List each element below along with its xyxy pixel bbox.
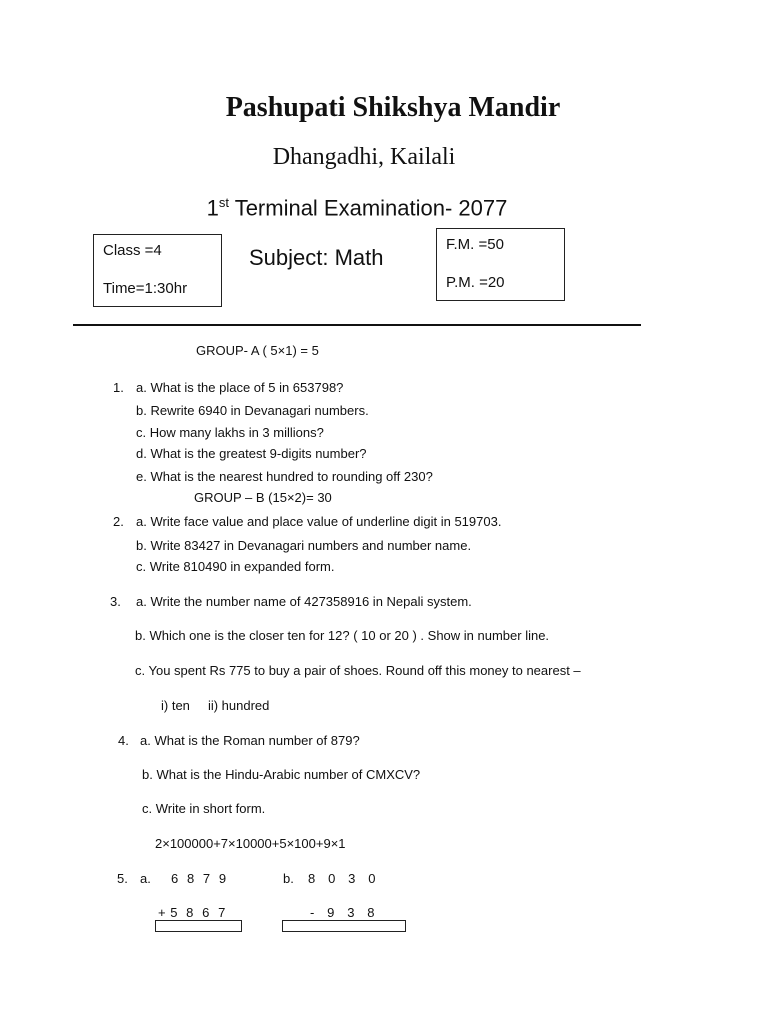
question-3c-options: i) ten ii) hundred: [161, 698, 270, 713]
question-5a-label: a.: [140, 871, 151, 886]
answer-box-5a: [155, 920, 242, 932]
exam-title-text: Terminal Examination- 2077: [234, 195, 508, 221]
question-1a: a. What is the place of 5 in 653798?: [136, 380, 344, 395]
group-a-title: GROUP- A ( 5×1) = 5: [196, 343, 319, 358]
group-b-title: GROUP – B (15×2)= 30: [194, 490, 332, 505]
question-4a: a. What is the Roman number of 879?: [140, 733, 360, 748]
exam-title: [0, 195, 714, 221]
question-1e: e. What is the nearest hundred to rounding off 230?: [136, 469, 433, 484]
school-location: Dhangadhi, Kailali: [272, 144, 456, 170]
school-name: Pashupati Shikshya Mandir: [225, 92, 561, 123]
question-number: 5.: [117, 871, 128, 886]
question-1b: b. Rewrite 6940 in Devanagari numbers.: [136, 403, 369, 418]
question-5b-top-number: 8 0 3 0: [308, 871, 376, 886]
question-5b-label: b.: [283, 871, 294, 886]
question-3b: b. Which one is the closer ten for 12? ( 10 or 20 ) . Show in number line.: [135, 628, 550, 643]
pass-marks: P.M. =20: [446, 274, 505, 291]
question-number: 2.: [113, 514, 124, 529]
answer-box-5b: [282, 920, 406, 932]
class-label: Class =4: [103, 242, 162, 259]
question-2a: a. Write face value and place value of underline digit in 519703.: [136, 514, 502, 529]
time-label: Time=1:30hr: [103, 280, 188, 297]
question-number: 4.: [118, 733, 129, 748]
question-5a-top-number: 6 8 7 9: [171, 871, 227, 886]
full-marks: F.M. =50: [446, 236, 504, 253]
question-1d: d. What is the greatest 9-digits number?: [136, 446, 367, 461]
header-divider: [73, 324, 641, 326]
exam-ordinal-suffix: st: [218, 195, 229, 210]
question-5a-bottom-number: + 5 8 6 7: [158, 905, 226, 920]
question-number: 3.: [110, 594, 121, 609]
question-4c: c. Write in short form.: [142, 801, 266, 816]
marks-box: [436, 228, 565, 301]
subject-label: Subject: Math: [249, 245, 384, 270]
question-4c-expression: 2×100000+7×10000+5×100+9×1: [155, 836, 346, 851]
question-3a: a. Write the number name of 427358916 in Nepali system.: [136, 594, 472, 609]
question-number: 1.: [113, 380, 124, 395]
question-1c: c. How many lakhs in 3 millions?: [136, 425, 324, 440]
question-5b-bottom-number: - 9 3 8: [310, 905, 376, 920]
question-2b: b. Write 83427 in Devanagari numbers and number name.: [136, 538, 472, 553]
question-2c: c. Write 810490 in expanded form.: [136, 559, 335, 574]
exam-ordinal: 1: [206, 195, 219, 221]
question-3c: c. You spent Rs 775 to buy a pair of shoes. Round off this money to nearest –: [135, 663, 581, 678]
question-4b: b. What is the Hindu-Arabic number of CMXCV?: [142, 767, 421, 782]
class-time-box: [93, 234, 222, 307]
